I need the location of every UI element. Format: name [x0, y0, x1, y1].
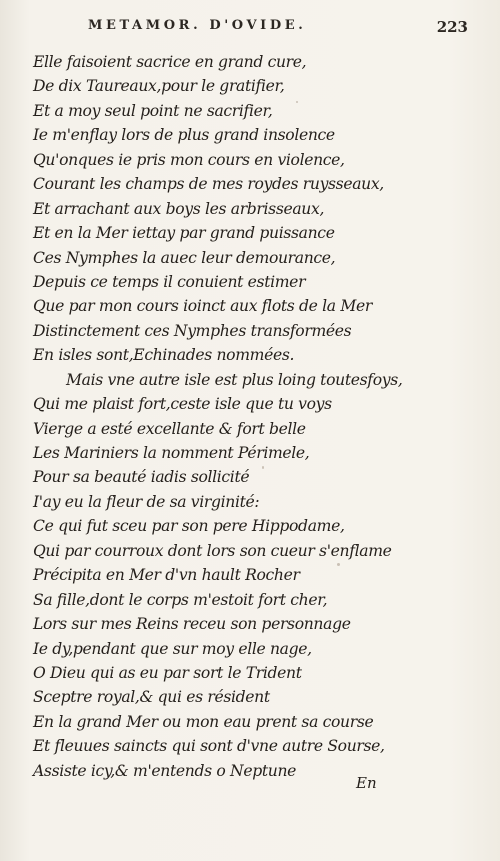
verse-line: Précipita en Mer d'vn hault Rocher — [33, 566, 300, 585]
verse-line: De dix Taureaux,pour le gratifier, — [33, 77, 285, 96]
verse-line: En la grand Mer ou mon eau prent sa course — [33, 712, 374, 731]
verse-line: Lors sur mes Reins receu son personnage — [33, 615, 351, 634]
ink-speck — [364, 188, 366, 190]
verse-line: Distinctement ces Nymphes transformées — [33, 321, 352, 340]
verse-line: Les Mariniers la nomment Périmele, — [33, 444, 310, 462]
verse-line: Ie m'enflay lors de plus grand insolence — [33, 126, 335, 145]
verse-line: Sceptre royal,& qui es résident — [33, 688, 270, 707]
verse-line: Sa fille,dont le corps m'estoit fort cher, — [33, 590, 328, 609]
ink-speck — [296, 101, 298, 103]
verse-line: Et fleuues saincts qui sont d'vne autre Sourse, — [33, 737, 385, 756]
verse-line: Qu'onques ie pris mon cours en violence, — [33, 150, 345, 169]
verse-line: I'ay eu la fleur de sa virginité: — [33, 492, 260, 511]
verse-line: Et a moy seul point ne sacrifier, — [33, 101, 273, 120]
verse-line: Courant les champs de mes roydes ruysseaux, — [33, 175, 384, 194]
verse-text — [33, 50, 473, 783]
ink-speck — [337, 563, 340, 566]
verse-line: Pour sa beauté iadis sollicité — [33, 468, 250, 487]
verse-line: Elle faisoient sacrice en grand cure, — [33, 53, 307, 71]
page-header — [88, 18, 468, 42]
verse-line: Ce qui fut sceu par son pere Hippodame, — [33, 517, 345, 536]
ink-speck — [262, 466, 264, 469]
verse-line: Et en la Mer iettay par grand puissance — [33, 224, 335, 243]
verse-line: Ces Nymphes la auec leur demourance, — [33, 248, 336, 267]
verse-line: Depuis ce temps il conuient estimer — [33, 272, 306, 291]
verse-line: Qui par courroux dont lors son cueur s'enflame — [33, 541, 392, 560]
verse-line: Assiste icy,& m'entends o Neptune — [33, 761, 297, 780]
verse-line-indented: Mais vne autre isle est plus loing toutesfoys, — [66, 370, 403, 389]
verse-line: Que par mon cours ioinct aux flots de la Mer — [33, 297, 372, 316]
verse-line: Ie dy,pendant que sur moy elle nage, — [33, 639, 312, 658]
page-number: 223 — [436, 18, 468, 36]
catchword: En — [356, 774, 377, 792]
running-head: METAMOR. D'OVIDE. — [88, 18, 307, 33]
verse-line: O Dieu qui as eu par sort le Trident — [33, 663, 302, 682]
verse-line: Et arrachant aux boys les arbrisseaux, — [33, 199, 325, 218]
verse-line: Vierge a esté excellante & fort belle — [33, 419, 306, 438]
verse-line: Qui me plaist fort,ceste isle que tu voys — [33, 395, 332, 414]
verse-line: En isles sont,Echinades nommées. — [33, 346, 295, 365]
